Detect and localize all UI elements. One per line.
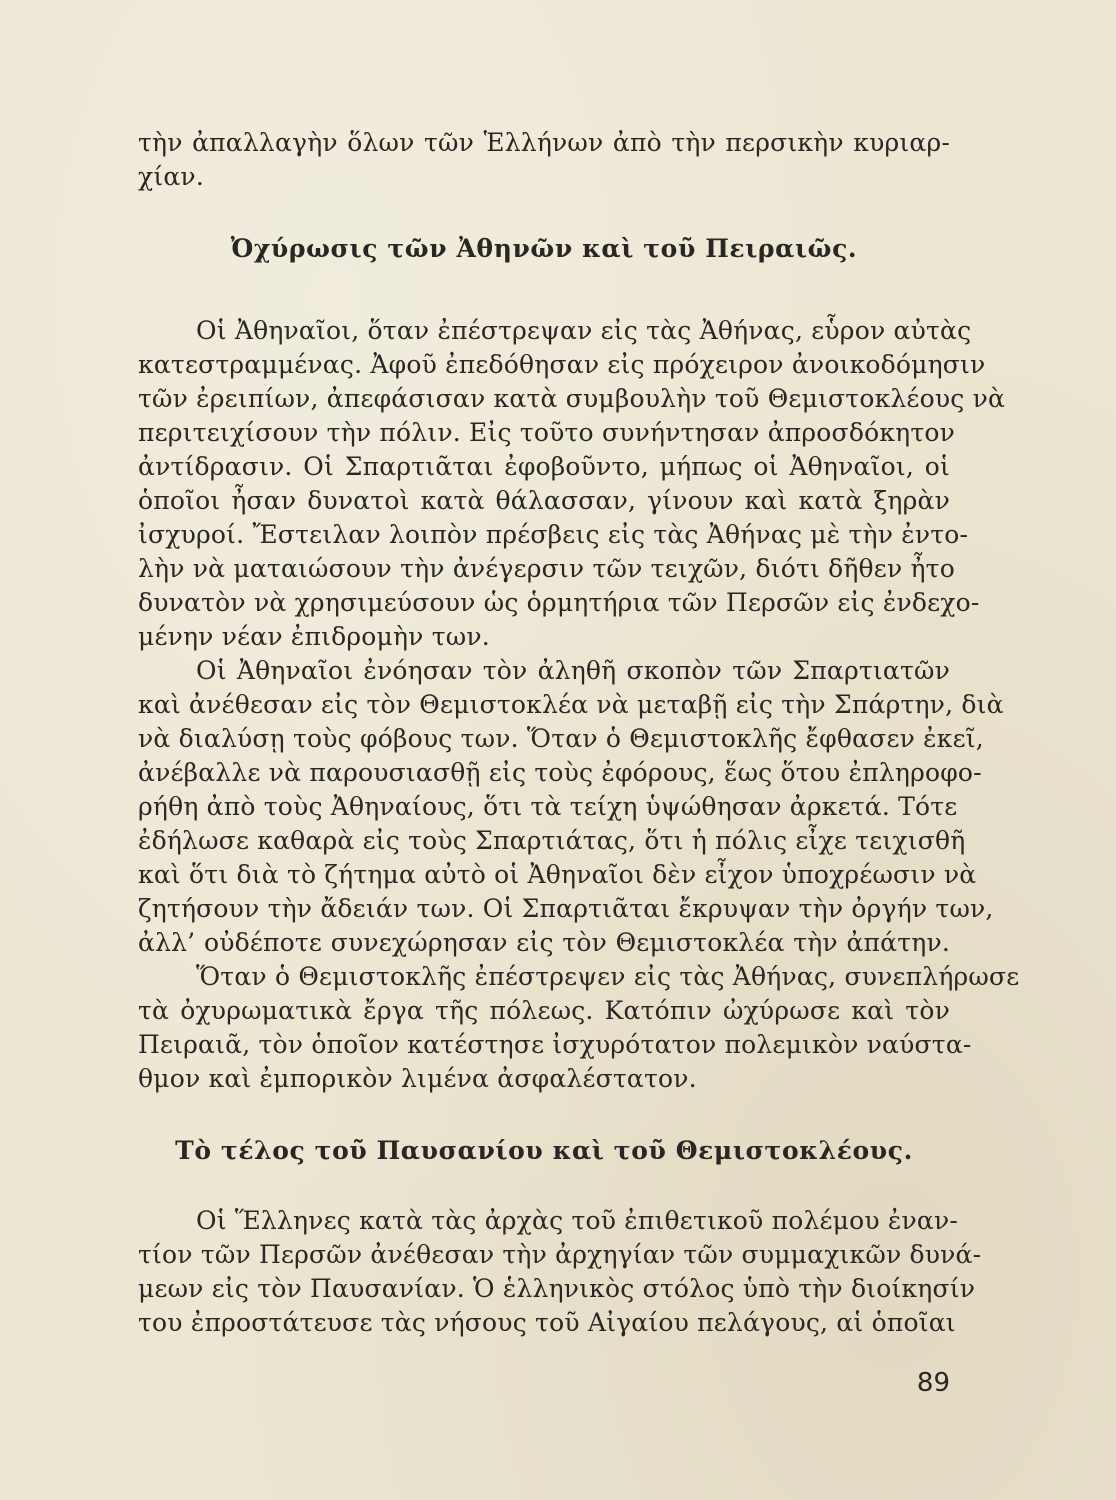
text-line: ἀνέβαλλε νὰ παρουσιασθῇ εἰς τοὺς ἐφόρους, ἕως ὅτου ἐπληροφο- xyxy=(138,758,982,787)
text-line: ἀλλ’ οὐδέποτε συνεχώρησαν εἰς τὸν Θεμιστοκλέα τὴν ἀπάτην. xyxy=(138,928,950,957)
text-line: Οἱ Ἀθηναῖοι, ὅταν ἐπέστρεψαν εἰς τὰς Ἀθήνας, εὗρον αὐτὰς xyxy=(196,316,972,345)
text-line: Πειραιᾶ, τὸν ὁποῖον κατέστησε ἰσχυρότατον πολεμικὸν ναύστα- xyxy=(138,1030,972,1059)
text-line: μεων εἰς τὸν Παυσανίαν. Ὁ ἑλληνικὸς στόλος ὑπὸ τὴν διοίκησίν xyxy=(138,1274,976,1303)
text-line: ζητήσουν τὴν ἄδειάν των. Οἱ Σπαρτιᾶται ἔκρυψαν τὴν ὀργήν των, xyxy=(138,894,994,923)
text-line: του ἐπροστάτευσε τὰς νήσους τοῦ Αἰγαίου πελάγους, αἱ ὁποῖαι xyxy=(138,1308,956,1337)
text-line: τὴν ἀπαλλαγὴν ὅλων τῶν Ἑλλήνων ἀπὸ τὴν περσικὴν κυριαρ- xyxy=(138,128,950,157)
page-number: 89 xyxy=(916,1368,950,1398)
text-line: ἐδήλωσε καθαρὰ εἰς τοὺς Σπαρτιάτας, ὅτι ἡ πόλις εἶχε τειχισθῆ xyxy=(138,826,966,855)
text-line: ὁποῖοι ἦσαν δυνατοὶ κατὰ θάλασσαν, γίνουν καὶ κατὰ ξηρὰν xyxy=(138,486,950,515)
text-line: Ὅταν ὁ Θεμιστοκλῆς ἐπέστρεψεν εἰς τὰς Ἀθήνας, συνεπλήρωσε xyxy=(196,962,1020,991)
section-heading-fortification: Ὀχύρωσις τῶν Ἀθηνῶν καὶ τοῦ Πειραιῶς. xyxy=(230,234,858,263)
text-line: καὶ ἀνέθεσαν εἰς τὸν Θεμιστοκλέα νὰ μεταβῇ εἰς τὴν Σπάρτην, διὰ xyxy=(138,690,1004,719)
text-line: μένην νέαν ἐπιδρομὴν των. xyxy=(138,622,490,651)
text-line: Οἱ Ἕλληνες κατὰ τὰς ἀρχὰς τοῦ ἐπιθετικοῦ πολέμου ἐναν- xyxy=(196,1206,959,1235)
text-line: τῶν ἐρειπίων, ἀπεφάσισαν κατὰ συμβουλὴν τοῦ Θεμιστοκλέους νὰ xyxy=(138,384,1006,413)
text-line: νὰ διαλύσῃ τοὺς φόβους των. Ὅταν ὁ Θεμιστοκλῆς ἔφθασεν ἐκεῖ, xyxy=(138,724,984,753)
text-line: περιτειχίσουν τὴν πόλιν. Εἰς τοῦτο συνήντησαν ἀπροσδόκητον xyxy=(138,418,956,447)
section-heading-pausanias-themistocles: Τὸ τέλος τοῦ Παυσανίου καὶ τοῦ Θεμιστοκλέους. xyxy=(175,1136,913,1165)
text-line: Οἱ Ἀθηναῖοι ἐνόησαν τὸν ἀληθῆ σκοπὸν τῶν Σπαρτιατῶν xyxy=(196,656,950,685)
text-line: δυνατὸν νὰ χρησιμεύσουν ὡς ὁρμητήρια τῶν Περσῶν εἰς ἐνδεχο- xyxy=(138,588,980,617)
text-line: ρήθη ἀπὸ τοὺς Ἀθηναίους, ὅτι τὰ τείχη ὑψώθησαν ἀρκετά. Τότε xyxy=(138,792,958,821)
text-line: κατεστραμμένας. Ἀφοῦ ἐπεδόθησαν εἰς πρόχειρον ἀνοικοδόμησιν xyxy=(138,350,986,379)
text-line: ἰσχυροί. Ἔστειλαν λοιπὸν πρέσβεις εἰς τὰς Ἀθήνας μὲ τὴν ἐντο- xyxy=(138,520,969,549)
text-line: τὰ ὀχυρωματικὰ ἔργα τῆς πόλεως. Κατόπιν ὠχύρωσε καὶ τὸν xyxy=(138,996,950,1025)
text-line: χίαν. xyxy=(138,162,204,191)
text-line: τίον τῶν Περσῶν ἀνέθεσαν τὴν ἀρχηγίαν τῶν συμμαχικῶν δυνά- xyxy=(138,1240,982,1269)
text-line: καὶ ὅτι διὰ τὸ ζήτημα αὐτὸ οἱ Ἀθηναῖοι δὲν εἶχον ὑποχρέωσιν νὰ xyxy=(138,860,977,889)
text-line: ἀντίδρασιν. Οἱ Σπαρτιᾶται ἐφοβοῦντο, μήπως οἱ Ἀθηναῖοι, οἱ xyxy=(138,452,950,481)
text-line: θμον καὶ ἐμπορικὸν λιμένα ἀσφαλέστατον. xyxy=(138,1064,697,1093)
text-line: λὴν νὰ ματαιώσουν τὴν ἀνέγερσιν τῶν τειχῶν, διότι δῆθεν ἦτο xyxy=(138,554,955,583)
